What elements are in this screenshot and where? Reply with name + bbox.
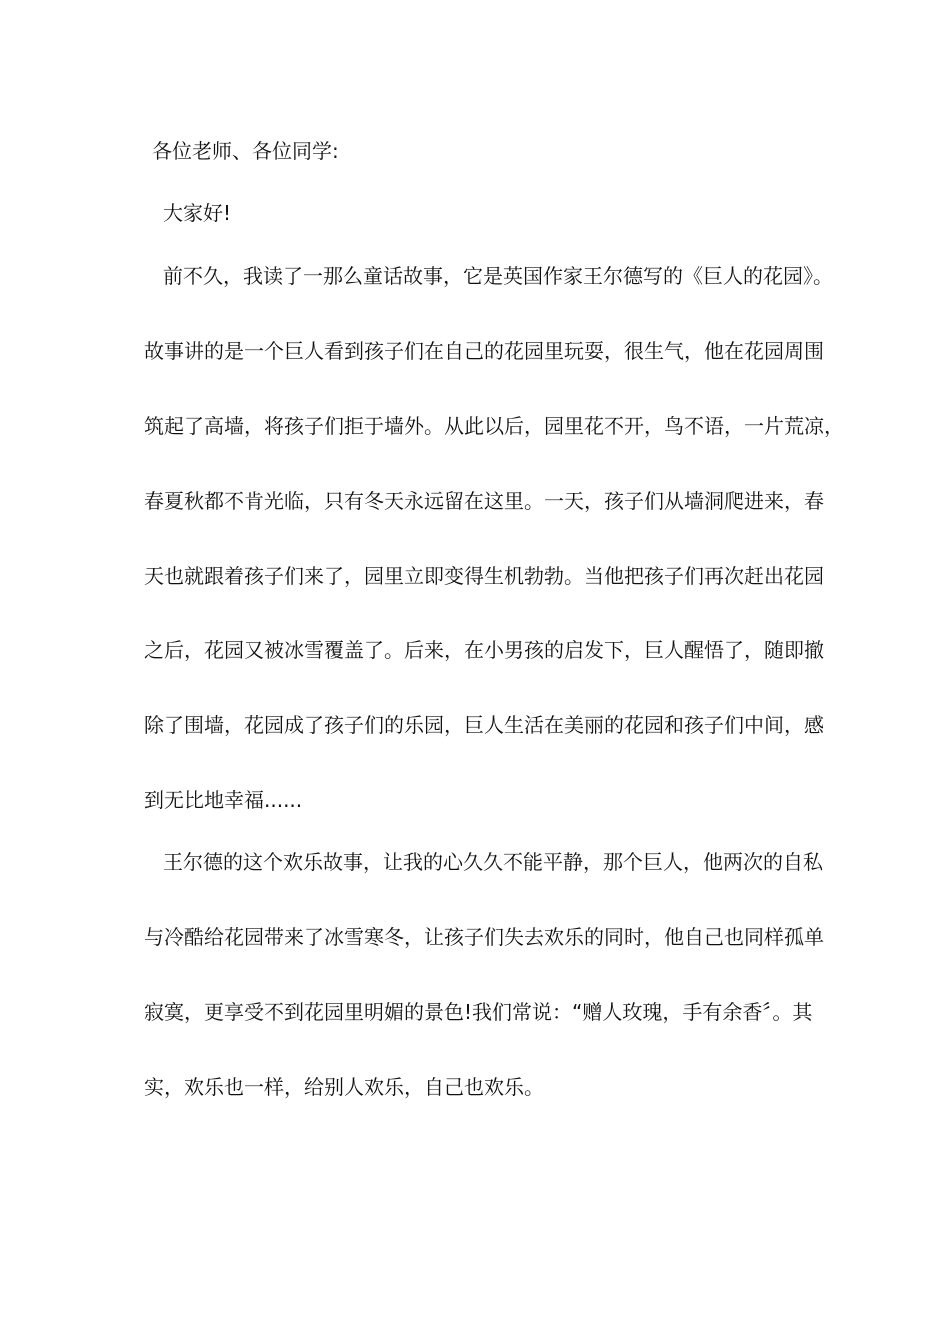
paragraph2-line-1: 王尔德的这个欢乐故事，让我的心久久不能平静，那个巨人，他两次的自私 — [163, 850, 823, 874]
paragraph1-line-2: 故事讲的是一个巨人看到孩子们在自己的花园里玩耍，很生气，他在花园周围 — [144, 339, 824, 363]
paragraph1-line-4: 春夏秋都不肯光临，只有冬天永远留在这里。一天，孩子们从墙洞爬进来，春 — [144, 489, 824, 513]
paragraph1-line-6: 之后，花园又被冰雪覆盖了。后来，在小男孩的启发下，巨人醒悟了，随即撤 — [144, 638, 824, 662]
paragraph1-line-7: 除了围墙，花园成了孩子们的乐园，巨人生活在美丽的花园和孩子们中间，感 — [144, 713, 824, 737]
paragraph1-line-3: 筑起了高墙，将孩子们拒于墙外。从此以后，园里花不开，鸟不语，一片荒凉， — [144, 414, 844, 438]
paragraph1-line-5: 天也就跟着孩子们来了，园里立即变得生机勃勃。当他把孩子们再次赶出花园 — [144, 564, 824, 588]
paragraph1-line-1: 前不久，我读了一那么童话故事，它是英国作家王尔德写的《巨人的花园》。 — [163, 264, 833, 288]
greeting: 大家好! — [163, 201, 232, 225]
paragraph2-line-3: 寂寞，更享受不到花园里明媚的景色!我们常说：“赠人玫瑰，手有余香〞。其 — [144, 1000, 813, 1024]
paragraph2-line-4: 实，欢乐也一样，给别人欢乐，自己也欢乐。 — [144, 1075, 544, 1099]
paragraph1-line-8: 到无比地幸福...... — [144, 788, 303, 812]
paragraph2-line-2: 与冷酷给花园带来了冰雪寒冬，让孩子们失去欢乐的同时，他自己也同样孤单 — [144, 925, 824, 949]
salutation: 各位老师、各位同学: — [152, 139, 339, 163]
